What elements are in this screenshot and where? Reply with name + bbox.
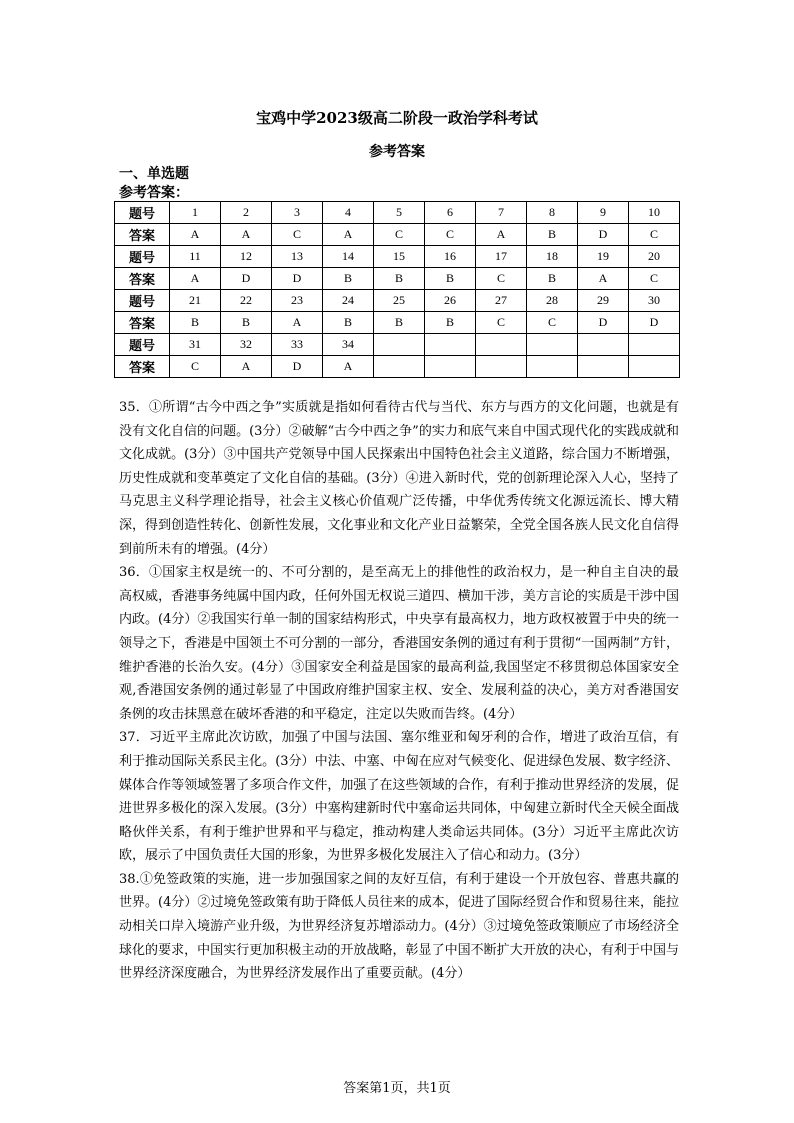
- row-header-cell: 答案: [115, 356, 170, 378]
- question-number-cell: 26: [425, 290, 476, 312]
- answer-cell: D: [272, 268, 323, 290]
- question-number-cell: 6: [425, 202, 476, 224]
- question-number-cell: [425, 334, 476, 356]
- row-header-cell: 题号: [115, 202, 170, 224]
- question-number-cell: 10: [629, 202, 680, 224]
- question-number-cell: 30: [629, 290, 680, 312]
- answer-cell: B: [323, 312, 374, 334]
- question-number-cell: 29: [578, 290, 629, 312]
- question-number-cell: 9: [578, 202, 629, 224]
- question-number-row: [115, 334, 680, 356]
- answer-cell: D: [221, 268, 272, 290]
- essay-answers: [119, 396, 679, 986]
- question-number-cell: 21: [170, 290, 221, 312]
- answer-cell: D: [272, 356, 323, 378]
- question-number-cell: 5: [374, 202, 425, 224]
- answer-cell: C: [374, 224, 425, 246]
- answer-cell: A: [272, 312, 323, 334]
- question-number-cell: [374, 334, 425, 356]
- answer-row: [115, 312, 680, 334]
- question-number-cell: [629, 334, 680, 356]
- answer-cell: B: [374, 312, 425, 334]
- answer-cell: [425, 356, 476, 378]
- answer-cell: D: [629, 312, 680, 334]
- answer-cell: B: [425, 268, 476, 290]
- question-number-cell: 13: [272, 246, 323, 268]
- answer-cell: A: [170, 268, 221, 290]
- question-number-cell: 18: [527, 246, 578, 268]
- question-number-cell: 20: [629, 246, 680, 268]
- question-number-cell: 27: [476, 290, 527, 312]
- question-number-row: [115, 246, 680, 268]
- row-header-cell: 答案: [115, 268, 170, 290]
- answer-cell: A: [476, 224, 527, 246]
- answer-row: [115, 356, 680, 378]
- answer-cell: B: [221, 312, 272, 334]
- row-header-cell: 题号: [115, 290, 170, 312]
- row-header-cell: 题号: [115, 246, 170, 268]
- question-number-cell: 17: [476, 246, 527, 268]
- answer-cell: B: [527, 268, 578, 290]
- question-number-cell: 23: [272, 290, 323, 312]
- row-header-cell: 答案: [115, 224, 170, 246]
- answer-cell: C: [527, 312, 578, 334]
- question-number-cell: 12: [221, 246, 272, 268]
- section-heading: 一、单选题: [119, 166, 189, 182]
- question-number-cell: 11: [170, 246, 221, 268]
- answer-cell: B: [170, 312, 221, 334]
- question-number-cell: 4: [323, 202, 374, 224]
- answer-cell: C: [629, 268, 680, 290]
- answer-cell: C: [476, 312, 527, 334]
- question-number-cell: 33: [272, 334, 323, 356]
- question-number-cell: 24: [323, 290, 374, 312]
- question-number-cell: 31: [170, 334, 221, 356]
- answer-cell: A: [323, 356, 374, 378]
- question-number-cell: 8: [527, 202, 578, 224]
- question-number-row: [115, 202, 680, 224]
- answer-37: 37．习近平主席此次访欧，加强了中国与法国、塞尔维亚和匈牙利的合作，增进了政治互信，有利于推动国际关系民主化。(3分）中法、中塞、中匈在应对气候变化、促进绿色发展、数字经济、媒体合作等领域签署了多项合作文件，加强了在这些领域的合作，有利于推动世界经济的发展，促进世界多极化的深入发展。(3分）中塞构建新时代中塞命运共同体，中匈建立新时代全天候全面战略伙伴关系，有利于维护世界和平与稳定，推动构建人类命运共同体。(3分）习近平主席此次访欧，展示了中国负责任大国的形象，为世界多极化发展注入了信心和动力。(3分）: [119, 730, 679, 864]
- question-number-cell: 7: [476, 202, 527, 224]
- answer-table: [114, 201, 680, 378]
- answer-cell: A: [578, 268, 629, 290]
- answer-cell: C: [272, 224, 323, 246]
- answer-cell: B: [323, 268, 374, 290]
- answer-cell: D: [578, 312, 629, 334]
- answer-cell: B: [425, 312, 476, 334]
- answer-35: 35．①所谓“古今中西之争”实质就是指如何看待古代与当代、东方与西方的文化问题，也就是有没有文化自信的问题。(3分）②破解“古今中西之争”的实力和底气来自中国式现代化的实践成就和文化成就。(3分）③中国共产党领导中国人民探索出中国特色社会主义道路，综合国力不断增强，历史性成就和变革奠定了文化自信的基础。(3分）④进入新时代，党的创新理论深入人心，坚持了马克思主义科学理论指导，社会主义核心价值观广泛传播，中华优秀传统文化源远流长、博大精深，得到创造性转化、创新性发展，文化事业和文化产业日益繁荣，全党全国各族人民文化自信得到前所未有的增强。(4分）: [119, 400, 679, 557]
- question-number-cell: 19: [578, 246, 629, 268]
- answer-cell: B: [374, 268, 425, 290]
- answer-38: 38.①免签政策的实施，进一步加强国家之间的友好互信，有利于建设一个开放包容、普惠共赢的世界。(4分）②过境免签政策有助于降低人员往来的成本，促进了国际经贸合作和贸易往来，能拉动相关口岸入境游产业升级，为世界经济复苏增添动力。(4分）③过境免签政策顺应了市场经济全球化的要求，中国实行更加积极主动的开放战略，彰显了中国不断扩大开放的决心，有利于中国与世界经济深度融合，为世界经济发展作出了重要贡献。(4分）: [119, 871, 679, 982]
- answer-cell: C: [476, 268, 527, 290]
- answer-cell: A: [323, 224, 374, 246]
- answer-cell: A: [221, 356, 272, 378]
- page-footer: 答案第1页，共1页: [343, 1081, 451, 1096]
- question-number-cell: 3: [272, 202, 323, 224]
- question-number-cell: 32: [221, 334, 272, 356]
- answer-cell: [476, 356, 527, 378]
- answer-cell: [527, 356, 578, 378]
- question-number-cell: [578, 334, 629, 356]
- answer-cell: [374, 356, 425, 378]
- answer-cell: [629, 356, 680, 378]
- question-number-cell: 15: [374, 246, 425, 268]
- question-number-cell: 22: [221, 290, 272, 312]
- question-number-cell: [527, 334, 578, 356]
- answer-row: [115, 268, 680, 290]
- question-number-cell: 16: [425, 246, 476, 268]
- question-number-cell: 34: [323, 334, 374, 356]
- answer-cell: C: [170, 356, 221, 378]
- document-title: 宝鸡中学2023级高二阶段一政治学科考试: [256, 109, 538, 127]
- answer-cell: C: [629, 224, 680, 246]
- question-number-cell: 25: [374, 290, 425, 312]
- document-subtitle: 参考答案: [369, 144, 425, 160]
- answer-row: [115, 224, 680, 246]
- question-number-cell: 28: [527, 290, 578, 312]
- row-header-cell: 答案: [115, 312, 170, 334]
- answer-cell: D: [578, 224, 629, 246]
- question-number-cell: 2: [221, 202, 272, 224]
- row-header-cell: 题号: [115, 334, 170, 356]
- answer-cell: B: [527, 224, 578, 246]
- answer-cell: A: [221, 224, 272, 246]
- answer-key-label: 参考答案：: [119, 185, 189, 201]
- question-number-cell: 1: [170, 202, 221, 224]
- question-number-cell: [476, 334, 527, 356]
- answer-cell: [578, 356, 629, 378]
- answer-cell: A: [170, 224, 221, 246]
- question-number-row: [115, 290, 680, 312]
- question-number-cell: 14: [323, 246, 374, 268]
- answer-cell: C: [425, 224, 476, 246]
- answer-36: 36．①国家主权是统一的、不可分割的，是至高无上的排他性的政治权力，是一种自主自决的最高权威，香港事务纯属中国内政，任何外国无权说三道四、横加干涉，美方言论的实质是干涉中国内政。(4分）②我国实行单一制的国家结构形式，中央享有最高权力，地方政权被置于中央的统一领导之下，香港是中国领土不可分割的一部分，香港国安条例的通过有利于贯彻“一国两制”方针，维护香港的长治久安。(4分）③国家安全利益是国家的最高利益,我国坚定不移贯彻总体国家安全观,香港国安条例的通过彰显了中国政府维护国家主权、安全、发展利益的决心，美方对香港国安条例的攻击抹黑意在破坏香港的和平稳定，注定以失败而告终。(4分）: [119, 565, 679, 722]
